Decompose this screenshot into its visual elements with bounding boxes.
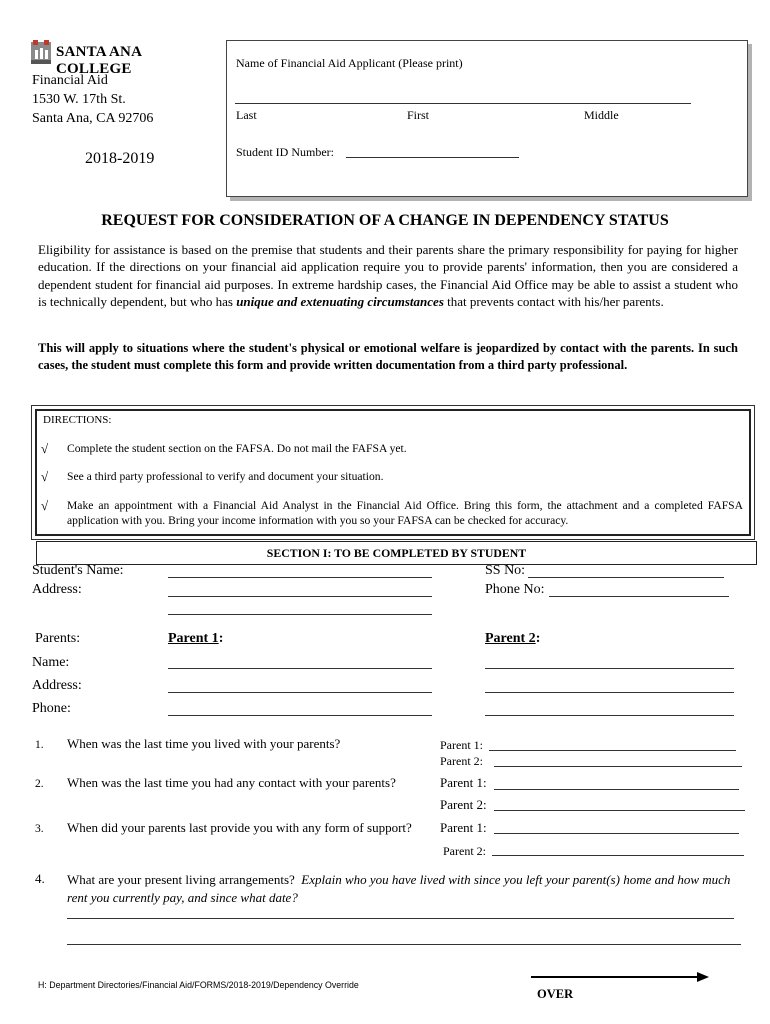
college-name: SANTA ANA COLLEGE [56,44,142,77]
file-path-footer: H: Department Directories/Financial Aid/FORMS/2018-2019/Dependency Override [38,980,359,990]
q2-parent-2-label: Parent 2: [440,797,487,812]
parent-1-address-field[interactable] [168,692,432,693]
parents-label: Parents: [35,631,81,646]
intro-text-part1: Eligibility for assistance is based on the premise that students and their parents share the primary responsibility for paying for higher education. If the directions on your financial aid application require you to provide parents' information, then you are considered a dependent student for financial aid purposes. In extreme hardship cases, the Financial Aid Office may be able to assist a student who is technically dependent, but who has [38,242,738,309]
form-title: REQUEST FOR CONSIDERATION OF A CHANGE IN DEPENDENCY STATUS [101,212,669,229]
welfare-notice: This will apply to situations where the student's physical or emotional welfare is jeopardized by contact with the parents. In such cases, the student must complete this form and provide written documentation from a third party professional. [38,341,738,373]
q1-parent-1-field[interactable] [489,750,736,751]
parent-address-label: Address: [32,678,82,693]
checkmark-icon: √ [41,469,49,484]
q2-parent-1-field[interactable] [494,789,739,790]
direction-item [41,469,743,484]
q1-parent-2-label: Parent 2: [440,754,483,768]
applicant-name-field[interactable] [235,103,691,104]
first-name-label: First [407,108,430,122]
phone-number-label: Phone No: [485,582,545,597]
q3-parent-1-label: Parent 1: [440,820,487,835]
student-name-field[interactable] [168,577,432,578]
direction-item [41,441,743,456]
applicant-info-box [226,40,748,197]
question-2-number: 2. [35,778,44,790]
student-id-field[interactable] [346,157,519,158]
direction-text: See a third party professional to verify and document your situation. [67,470,384,483]
q2-parent-2-field[interactable] [494,810,745,811]
question-4-number: 4. [35,871,45,886]
checkmark-icon: √ [41,498,49,513]
last-name-label: Last [236,108,257,122]
applicant-name-label: Name of Financial Aid Applicant (Please print) [236,56,463,70]
directions-heading: DIRECTIONS: [43,414,112,426]
parent-2-heading: Parent 2: [485,631,541,646]
ss-number-field[interactable] [528,577,724,578]
parent-1-phone-field[interactable] [168,715,432,716]
direction-item [41,498,743,528]
parent-name-label: Name: [32,655,70,670]
phone-number-field[interactable] [549,596,729,597]
intro-text-part2: that prevents contact with his/her parents. [443,293,664,309]
parent-2-phone-field[interactable] [485,715,734,716]
academic-year: 2018-2019 [85,150,155,167]
parent-phone-label: Phone: [32,701,71,716]
student-address-label: Address: [32,582,82,597]
checkmark-icon: √ [41,441,49,456]
question-4-explanation: Explain who you have lived with since you left your parent(s) home and how much rent you currently pay, and since what date? [67,872,731,905]
city-state-zip: Santa Ana, CA 92706 [32,111,154,126]
direction-text: Complete the student section on the FAFSA. Do not mail the FAFSA yet. [67,442,407,455]
section-1-heading: SECTION I: TO BE COMPLETED BY STUDENT [36,541,757,565]
parent-2-name-field[interactable] [485,668,734,669]
parent-1-heading: Parent 1: [168,631,224,646]
question-3-text: When did your parents last provide you with any form of support? [67,820,412,835]
q4-answer-line-1[interactable] [67,918,734,919]
street-address: 1530 W. 17th St. [32,92,126,107]
q2-parent-1-label: Parent 1: [440,775,487,790]
directions-box [31,405,755,540]
student-address-field-line2[interactable] [168,614,432,615]
question-3-number: 3. [35,823,44,835]
q3-parent-2-field[interactable] [492,855,744,856]
student-name-label: Student's Name: [32,563,124,578]
office-name: Financial Aid [32,73,108,88]
college-logo [30,40,218,77]
q1-parent-1-label: Parent 1: [440,738,483,752]
college-seal-icon [30,40,52,66]
question-2-text: When was the last time you had any contact with your parents? [67,775,396,790]
question-1-number: 1. [35,739,44,751]
intro-emphasis: unique and extenuating circumstances [236,293,444,309]
parent-1-name-field[interactable] [168,668,432,669]
q3-parent-1-field[interactable] [494,833,739,834]
question-4-text: What are your present living arrangements? Explain who you have lived with since you left your parent(s) home and how much rent you currently pay, and since what date? [67,872,731,905]
intro-paragraph [38,241,738,310]
q3-parent-2-label: Parent 2: [443,844,486,858]
student-id-label: Student ID Number: [236,145,334,159]
student-address-field[interactable] [168,596,432,597]
question-1-text: When was the last time you lived with your parents? [67,736,341,751]
arrow-right-icon [531,970,711,984]
q1-parent-2-field[interactable] [494,766,742,767]
ss-number-label: SS No: [485,563,526,578]
over-label: OVER [537,987,574,1001]
q4-answer-line-2[interactable] [67,944,741,945]
middle-name-label: Middle [584,108,619,122]
parent-2-address-field[interactable] [485,692,734,693]
direction-text: Make an appointment with a Financial Aid Analyst in the Financial Aid Office. Bring this form, the attachment and a completed FAFSA application with you. Bring your income information with you so your FAFSA can be checked for accuracy. [67,499,743,527]
